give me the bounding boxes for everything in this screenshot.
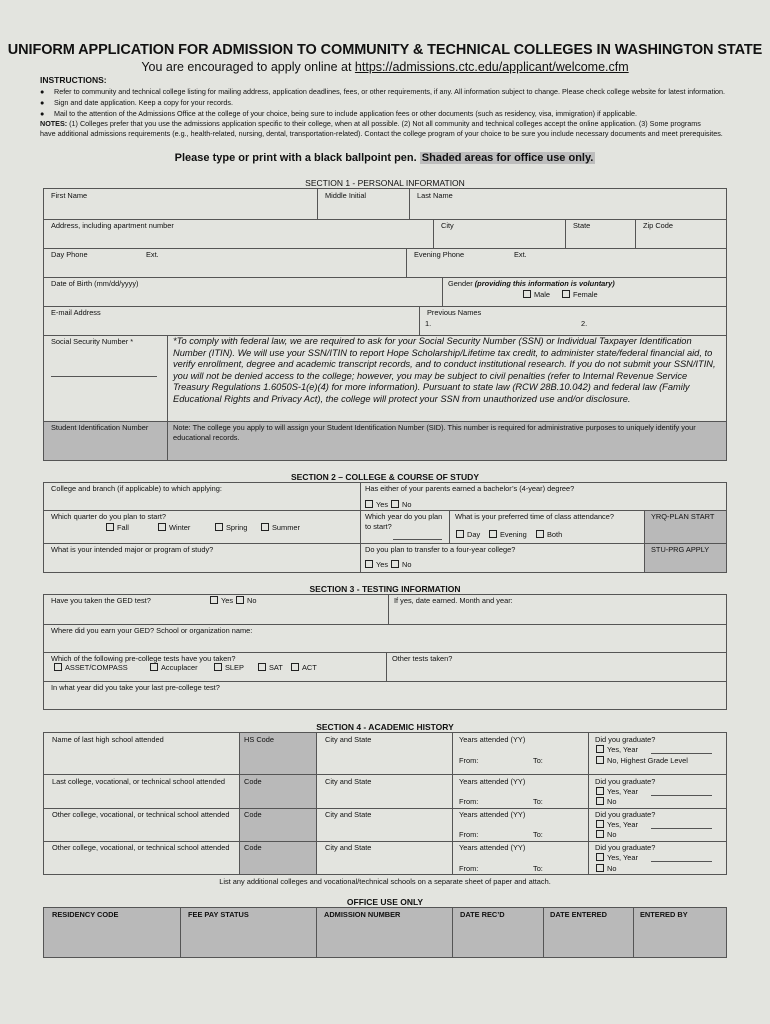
summer-checkbox[interactable] [261,523,269,531]
bullet-icon: ● [40,109,45,118]
yes-checkbox[interactable] [210,596,218,604]
yes-checkbox[interactable] [365,500,373,508]
section1-title: SECTION 1 - PERSONAL INFORMATION [305,178,465,188]
divider [180,907,181,958]
day-phone-ext-label: Ext. [146,250,159,259]
sid-note: Note: The college you apply to will assign your Student Identification Number (SID). This number is required for administrative purposes to uniquely identify your educational records. [173,423,696,442]
years-attended-label: Years attended (YY) [459,810,526,819]
fall-option[interactable]: Fall [106,523,129,533]
asset-compass-option[interactable]: ASSET/COMPASS [54,663,128,673]
middle-initial-field[interactable]: Middle Initial [325,191,367,200]
divider [43,841,727,842]
to-label: To: [533,756,543,765]
graduated-question: Did you graduate? [595,843,656,852]
no-checkbox[interactable] [596,830,604,838]
no-checkbox[interactable] [391,560,399,568]
slep-option[interactable]: SLEP [214,663,244,673]
school-city-label: City and State [325,843,372,852]
sid-label: Student Identification Number [51,423,149,432]
first-name-field[interactable]: First Name [51,191,88,200]
ged-no-option[interactable]: No [236,596,256,606]
office-column-header: DATE REC’D [460,910,505,919]
to-label: To: [533,864,543,873]
years-attended-label: Years attended (YY) [459,735,526,744]
precollege-tests-question: Which of the following pre-college tests have you taken? [51,654,236,663]
school-city-label: City and State [325,735,372,744]
spring-checkbox[interactable] [215,523,223,531]
section2-title: SECTION 2 – COLLEGE & COURSE OF STUDY [291,472,479,482]
divider [452,732,453,875]
school-code-label: Code [244,843,262,852]
gender-female-option[interactable]: Female [562,290,598,300]
divider [543,907,544,958]
instruction-item: ● Sign and date application. Keep a copy for your records. [40,98,233,107]
last-name-field[interactable]: Last Name [417,191,453,200]
previous-name-1-label: 1. [425,319,432,328]
office-column-header: ADMISSION NUMBER [324,910,401,919]
city-field[interactable]: City [441,221,454,230]
from-label: From: [459,797,479,806]
instruction-item: ● Mail to the attention of the Admissions Office at the college of your choice, being sure to include application fees or other documents (such as residency, visa, immigration) if applicable. [40,109,638,118]
divider [442,277,443,306]
asset-compass-checkbox[interactable] [54,663,62,671]
transfer-yes-option[interactable]: Yes [365,560,388,570]
transfer-question: Do you plan to transfer to a four-year college? [365,545,516,554]
yes-checkbox[interactable] [596,787,604,795]
online-apply-note [0,60,770,74]
divider [43,774,727,775]
yes-checkbox[interactable] [596,820,604,828]
graduated-no-option[interactable]: No [596,864,616,874]
years-attended-label: Years attended (YY) [459,777,526,786]
graduated-yes-option[interactable]: Yes, Year [596,745,638,755]
year-underline [651,753,712,754]
other-tests-field[interactable]: Other tests taken? [392,654,453,663]
bullet-icon: ● [40,87,45,96]
fall-checkbox[interactable] [106,523,114,531]
act-option[interactable]: ACT [291,663,317,673]
previous-name-2-label: 2. [581,319,588,328]
graduated-yes-option[interactable]: Yes, Year [596,787,638,797]
divider [239,732,240,875]
college-branch-field[interactable]: College and branch (if applicable) to which applying: [51,484,222,493]
school-code-label: HS Code [244,735,274,744]
year-underline [651,795,712,796]
summer-option[interactable]: Summer [261,523,300,533]
years-attended-label: Years attended (YY) [459,843,526,852]
ssn-federal-notice: *To comply with federal law, we are required to ask for your Social Security Number (SSN) or Individual Taxpayer Identification Number (ITIN). We will use your SSN/ITIN to report Hope Scholarship/Lifetime tax credit, to administer state/federal financial aid, to verify enrollment, degree and academic transcript records, and to conduct institutional research. If you do not submit your SSN/ITIN, you will not be denied access to the college; however, you may be subject to civil penalties (refer to Internal Revenue Service Treasury Regulations 1.6050S-1(e)(4) for more information). Pursuant to state law (RCW 28B.10.042) and federal law (Family Educational Rights and Privacy Act), the college will protect your SSN from unauthorized use and/or disclosure. [173,336,716,404]
year-underline [651,861,712,862]
yes-checkbox[interactable] [365,560,373,568]
divider [316,907,317,958]
school-code-label: Code [244,777,262,786]
start-quarter-question: Which quarter do you plan to start? [51,512,167,521]
office-column-header: RESIDENCY CODE [52,910,119,919]
date-of-birth-field[interactable]: Date of Birth (mm/dd/yyyy) [51,279,139,288]
divider [452,907,453,958]
graduated-no-option[interactable]: No [596,830,616,840]
ssn-field[interactable]: Social Security Number * [51,337,134,346]
attendance-time-question: What is your preferred time of class attendance? [455,512,614,521]
graduated-yes-option[interactable]: Yes, Year [596,820,638,830]
day-phone-field[interactable]: Day Phone [51,250,88,259]
ged-date-earned-field[interactable]: If yes, date earned. Month and year: [394,596,513,605]
instruction-item: ● Refer to community and technical college listing for mailing address, application deadlines, fees, or other requirements, if any. All information subject to change. Please check college website for latest information. [40,87,726,96]
last-test-year-field[interactable]: In what year did you take your last pre-college test? [51,683,220,692]
gender-label: Gender (providing this information is voluntary) [448,279,615,288]
sat-checkbox[interactable] [258,663,266,671]
gender-male-option[interactable]: Male [523,290,550,300]
from-label: From: [459,864,479,873]
divider [167,335,168,421]
previous-names-field[interactable]: Previous Names [427,308,482,317]
divider [43,808,727,809]
online-apply-prefix: You are encouraged to apply online at [141,60,355,74]
divider [644,510,645,573]
both-checkbox[interactable] [536,530,544,538]
section4-title: SECTION 4 - ACADEMIC HISTORY [316,722,454,732]
ged-yes-option[interactable]: Yes [210,596,233,606]
section3-title: SECTION 3 - TESTING INFORMATION [309,584,461,594]
instructions-heading: INSTRUCTIONS: [40,75,107,85]
start-year-underline [393,539,442,540]
school-city-label: City and State [325,777,372,786]
parents-degree-yes-option[interactable]: Yes [365,500,388,510]
notes-label: NOTES: [40,119,68,128]
divider [633,907,634,958]
no-checkbox[interactable] [391,500,399,508]
male-checkbox[interactable] [523,290,531,298]
evening-phone-ext-label: Ext. [514,250,527,259]
sat-option[interactable]: SAT [258,663,283,673]
notes-line: NOTES: (1) Colleges prefer that you use the admissions application specific to their college, when at all possible. (2) Not all community and technical colleges accept the online application. (3) Some programs [40,119,701,128]
accuplacer-option[interactable]: Accuplacer [150,663,198,673]
school-city-label: City and State [325,810,372,819]
parents-degree-question: Has either of your parents earned a bachelor’s (4-year) degree? [365,484,575,493]
yes-checkbox[interactable] [596,853,604,861]
to-label: To: [533,830,543,839]
ged-question: Have you taken the GED test? [51,596,151,605]
evening-option[interactable]: Evening [489,530,527,540]
pen-note: Please type or print with a black ballpoint pen. Shaded areas for office use only. [174,152,594,164]
email-field[interactable]: E-mail Address [51,308,101,317]
both-option[interactable]: Both [536,530,562,540]
graduated-yes-option[interactable]: Yes, Year [596,853,638,863]
parents-degree-no-option[interactable]: No [391,500,411,510]
bullet-icon: ● [40,98,45,107]
notes-line: have additional admissions requirements (e.g., health-related, nursing, dental, transportation-related). Contact the college program of your choice to be sure you include necessary documents and meet prerequisites. [40,129,723,138]
major-field[interactable]: What is your intended major or program of study? [51,545,214,554]
evening-phone-field[interactable]: Evening Phone [414,250,465,259]
school-name-label: Name of last high school attended [52,735,164,744]
office-column-header: DATE ENTERED [550,910,607,919]
state-field[interactable]: State [573,221,591,230]
start-year-field[interactable]: Which year do you plan to start? [365,512,443,531]
graduated-question: Did you graduate? [595,777,656,786]
no-checkbox[interactable] [596,797,604,805]
slep-checkbox[interactable] [214,663,222,671]
from-label: From: [459,830,479,839]
school-name-label: Last college, vocational, or technical school attended [52,777,225,786]
school-name-label: Other college, vocational, or technical school attended [52,810,230,819]
ged-location-field[interactable]: Where did you earn your GED? School or organization name: [51,626,253,635]
ssn-underline [51,376,157,377]
yes-checkbox[interactable] [596,745,604,753]
online-apply-link[interactable]: https://admissions.ctc.edu/applicant/welcome.cfm [354,60,629,74]
transfer-no-option[interactable]: No [391,560,411,570]
graduated-no-option[interactable]: No, Highest Grade Level [596,756,688,766]
address-field[interactable]: Address, including apartment number [51,221,174,230]
day-option[interactable]: Day [456,530,480,540]
graduated-no-option[interactable]: No [596,797,616,807]
winter-option[interactable]: Winter [158,523,190,533]
stu-prg-apply-label: STU-PRG APPLY [651,545,710,554]
to-label: To: [533,797,543,806]
from-label: From: [459,756,479,765]
evening-checkbox[interactable] [489,530,497,538]
no-checkbox[interactable] [236,596,244,604]
act-checkbox[interactable] [291,663,299,671]
school-name-label: Other college, vocational, or technical school attended [52,843,230,852]
graduated-question: Did you graduate? [595,810,656,819]
office-use-note: Shaded areas for office use only. [421,152,594,164]
divider [588,732,589,875]
yrq-plan-start-label: YRQ-PLAN START [651,512,715,521]
office-column-header: ENTERED BY [640,910,688,919]
form-title: UNIFORM APPLICATION FOR ADMISSION TO COMMUNITY & TECHNICAL COLLEGES IN WASHINGTON STATE [7,42,763,58]
office-use-title: OFFICE USE ONLY [346,897,424,907]
day-checkbox[interactable] [456,530,464,538]
winter-checkbox[interactable] [158,523,166,531]
spring-option[interactable]: Spring [215,523,247,533]
year-underline [651,828,712,829]
school-code-label: Code [244,810,262,819]
zip-code-field[interactable]: Zip Code [643,221,673,230]
office-column-header: FEE PAY STATUS [188,910,249,919]
female-checkbox[interactable] [562,290,570,298]
additional-schools-note: List any additional colleges and vocational/technical schools on a separate sheet of paper and attach. [219,877,551,886]
no-checkbox[interactable] [596,864,604,872]
accuplacer-checkbox[interactable] [150,663,158,671]
divider [316,732,317,875]
graduated-question: Did you graduate? [595,735,656,744]
no-checkbox[interactable] [596,756,604,764]
